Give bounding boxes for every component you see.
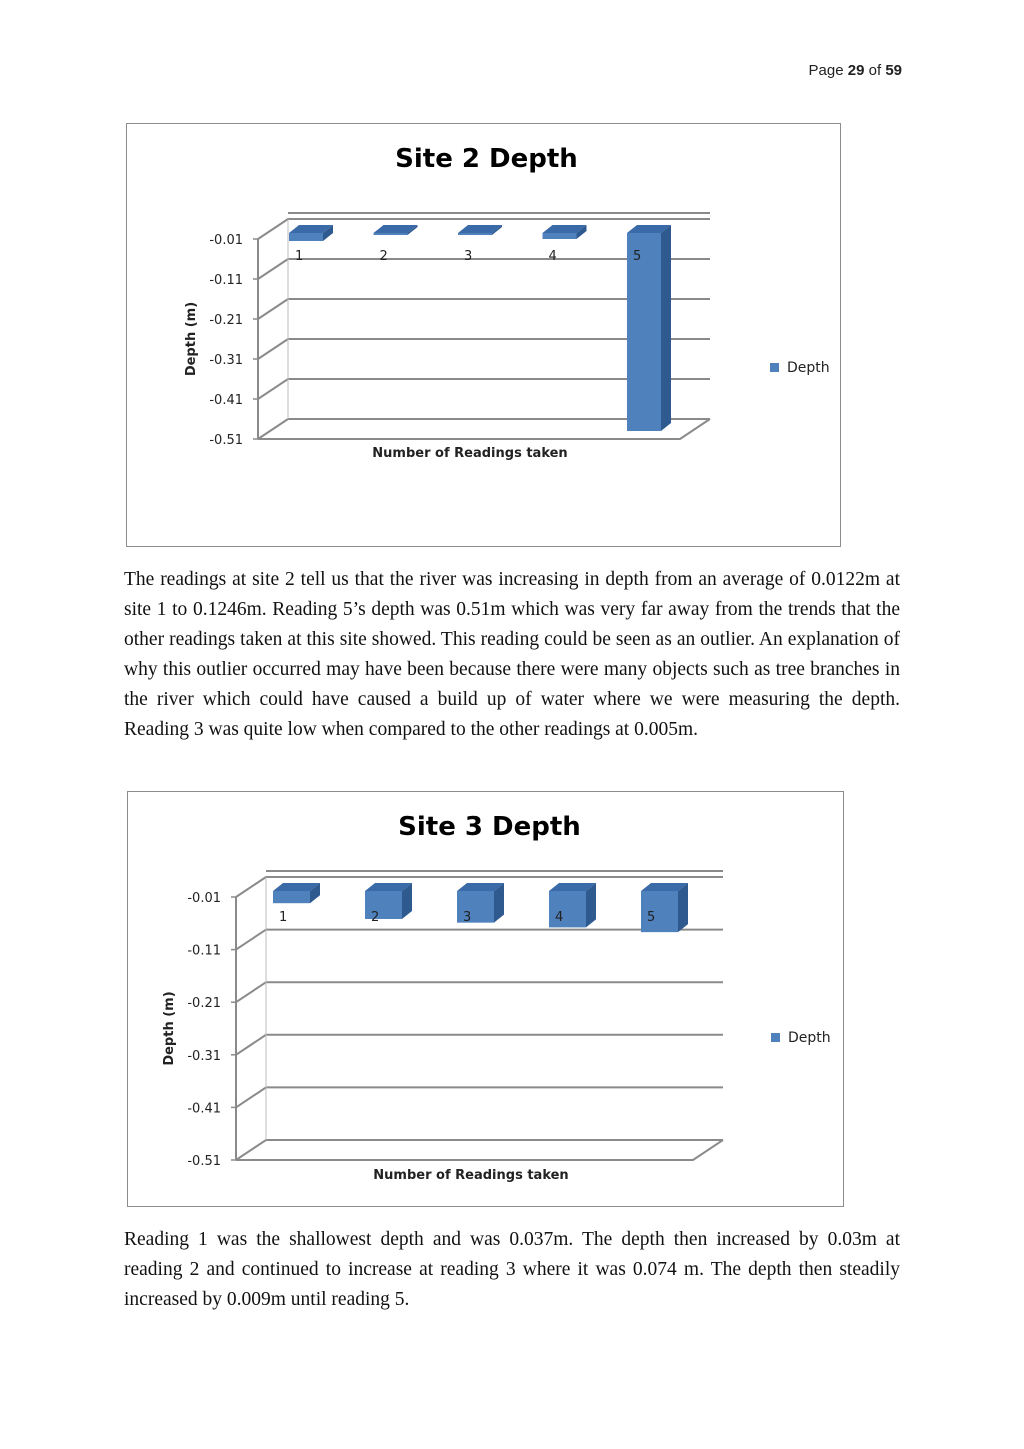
legend-swatch <box>771 1033 780 1042</box>
site-2-chart <box>126 123 841 547</box>
x-axis-label: Number of Readings taken <box>373 1168 569 1183</box>
floor-edge <box>236 1140 723 1160</box>
x-tick-label: 3 <box>463 910 472 925</box>
page-number-header <box>809 62 902 79</box>
y-tick-label: -0.01 <box>209 233 243 248</box>
x-tick-label: 5 <box>633 249 642 264</box>
chart-title: Site 3 Depth <box>398 812 581 842</box>
bar <box>273 891 310 903</box>
y-axis-label: Depth (m) <box>184 301 199 377</box>
x-tick-label: 2 <box>379 249 388 264</box>
x-tick-label: 5 <box>647 910 656 925</box>
bar <box>289 233 323 241</box>
gridline <box>236 930 723 950</box>
total-pages: 59 <box>885 62 902 79</box>
bar-side <box>661 225 671 431</box>
y-tick-label: -0.51 <box>187 1154 221 1169</box>
x-tick-label: 1 <box>295 249 304 264</box>
legend-swatch <box>770 363 779 372</box>
x-tick-label: 2 <box>371 910 380 925</box>
y-axis-label: Depth (m) <box>162 991 177 1066</box>
y-tick-label: -0.01 <box>187 891 221 906</box>
site-2-chart-svg <box>127 124 840 546</box>
y-tick-label: -0.51 <box>209 433 243 448</box>
page-label: Page <box>808 62 844 79</box>
site-3-chart-svg <box>128 792 843 1206</box>
x-tick-label: 4 <box>555 910 564 925</box>
gridline <box>236 1087 723 1107</box>
y-tick-label: -0.21 <box>187 996 221 1012</box>
legend-label: Depth <box>788 1030 831 1046</box>
chart-title: Site 2 Depth <box>395 144 578 174</box>
x-tick-label: 1 <box>279 910 288 925</box>
y-tick-label: -0.21 <box>209 313 243 328</box>
y-tick-label: -0.11 <box>209 273 243 288</box>
legend-label: Depth <box>787 360 830 376</box>
gridline <box>236 1140 723 1160</box>
site-2-paragraph: The readings at site 2 tell us that the river was increasing in depth from an average of 0.0122m at site 1 to 0.1246m. Reading 5’s depth was 0.51m which was very far away from the trends that the other readings taken at this site showed. This reading could be seen as an outlier. An explanation of why this outlier occurred may have been because there were many objects such as tree branches in the river which could have caused a build up of water where we were measuring the depth. Reading 3 was quite low when compared to the other readings at 0.005m. <box>124 569 900 740</box>
current-page: 29 <box>847 62 865 79</box>
site-3-chart <box>127 791 844 1207</box>
x-axis-label: Number of Readings taken <box>372 446 568 461</box>
y-tick-label: -0.41 <box>187 1101 221 1117</box>
y-tick-label: -0.31 <box>209 353 243 368</box>
y-tick-label: -0.31 <box>187 1048 221 1064</box>
y-tick-label: -0.11 <box>187 943 221 959</box>
page-of-label: of <box>868 62 882 79</box>
site-3-paragraph: Reading 1 was the shallowest depth and was 0.037m. The depth then increased by 0.03m at reading 2 and continued to increase at reading 3 where it was 0.074 m. The depth then steadily increased by 0.009m until reading 5. <box>124 1229 900 1310</box>
x-tick-label: 3 <box>464 249 473 264</box>
bar <box>458 233 492 235</box>
bar-side <box>678 883 688 932</box>
gridline <box>236 1035 723 1055</box>
gridline <box>236 982 723 1002</box>
bar <box>543 233 577 239</box>
x-tick-label: 4 <box>548 249 557 264</box>
y-tick-label: -0.41 <box>209 393 243 408</box>
bar <box>374 233 408 235</box>
